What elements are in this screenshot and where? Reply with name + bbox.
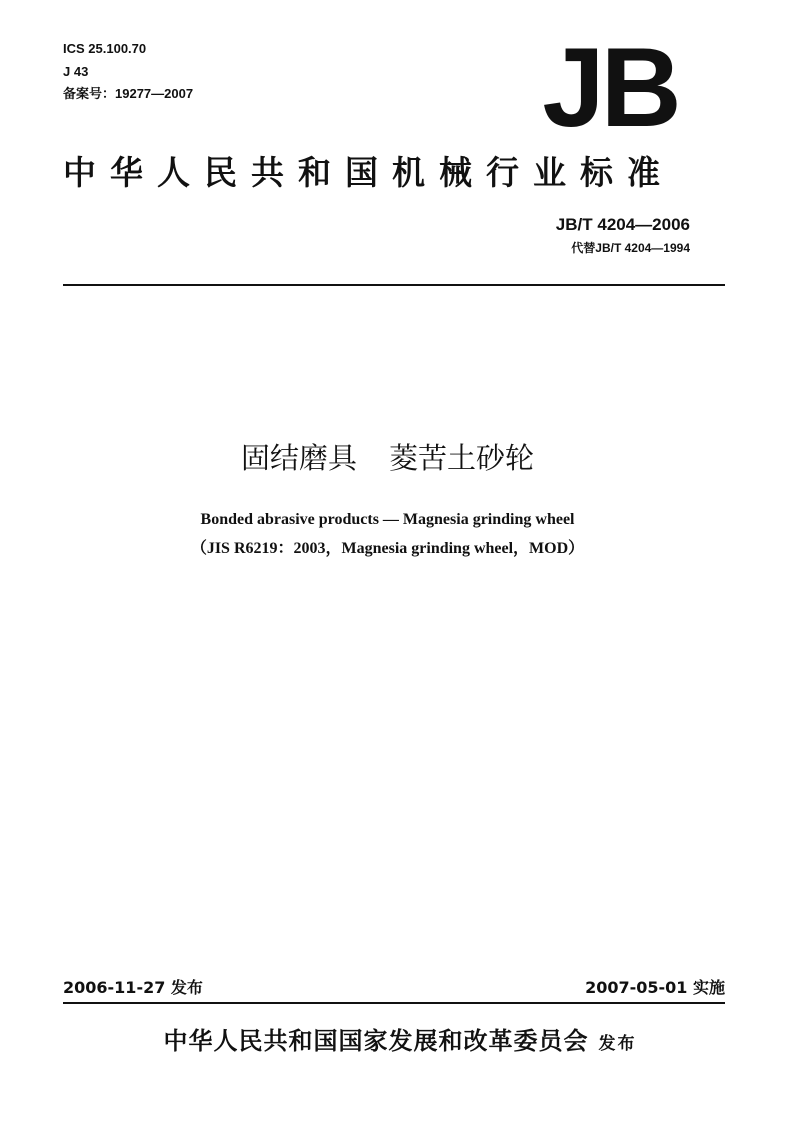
filing-number: 备案号：19277—2007 (63, 86, 194, 101)
implementation-date: 2007-05-01 实施 (585, 978, 725, 997)
header-divider (63, 284, 725, 286)
ics-code: ICS 25.100.70 (63, 41, 147, 56)
replaces-standard: 代替JB/T 4204—1994 (571, 241, 690, 255)
standard-number: JB/T 4204—2006 (555, 215, 690, 234)
issue-date: 2006-11-27 发布 (63, 978, 203, 997)
issuer-suffix: 发布 (598, 1034, 637, 1054)
document-title-cn (0, 440, 775, 476)
classification-code: J 43 (63, 64, 89, 79)
document-title-cn-part1: 固结磨具 (240, 441, 357, 475)
footer-divider (63, 1002, 725, 1004)
issuing-authority (0, 1025, 800, 1060)
document-title-en-reference: （JIS R6219：2003，Magnesia grinding wheel，MOD） (190, 540, 585, 557)
jb-logo-text: JB (542, 40, 678, 132)
jb-logo (536, 40, 684, 132)
document-title-cn-part2: 菱苦土砂轮 (389, 441, 535, 475)
document-title-en: Bonded abrasive products — Magnesia grinding wheel (200, 511, 575, 528)
issuer-name: 中华人民共和国国家发展和改革委员会 (163, 1027, 589, 1055)
standard-category-title: 中华人民共和国机械行业标准 (63, 153, 674, 192)
